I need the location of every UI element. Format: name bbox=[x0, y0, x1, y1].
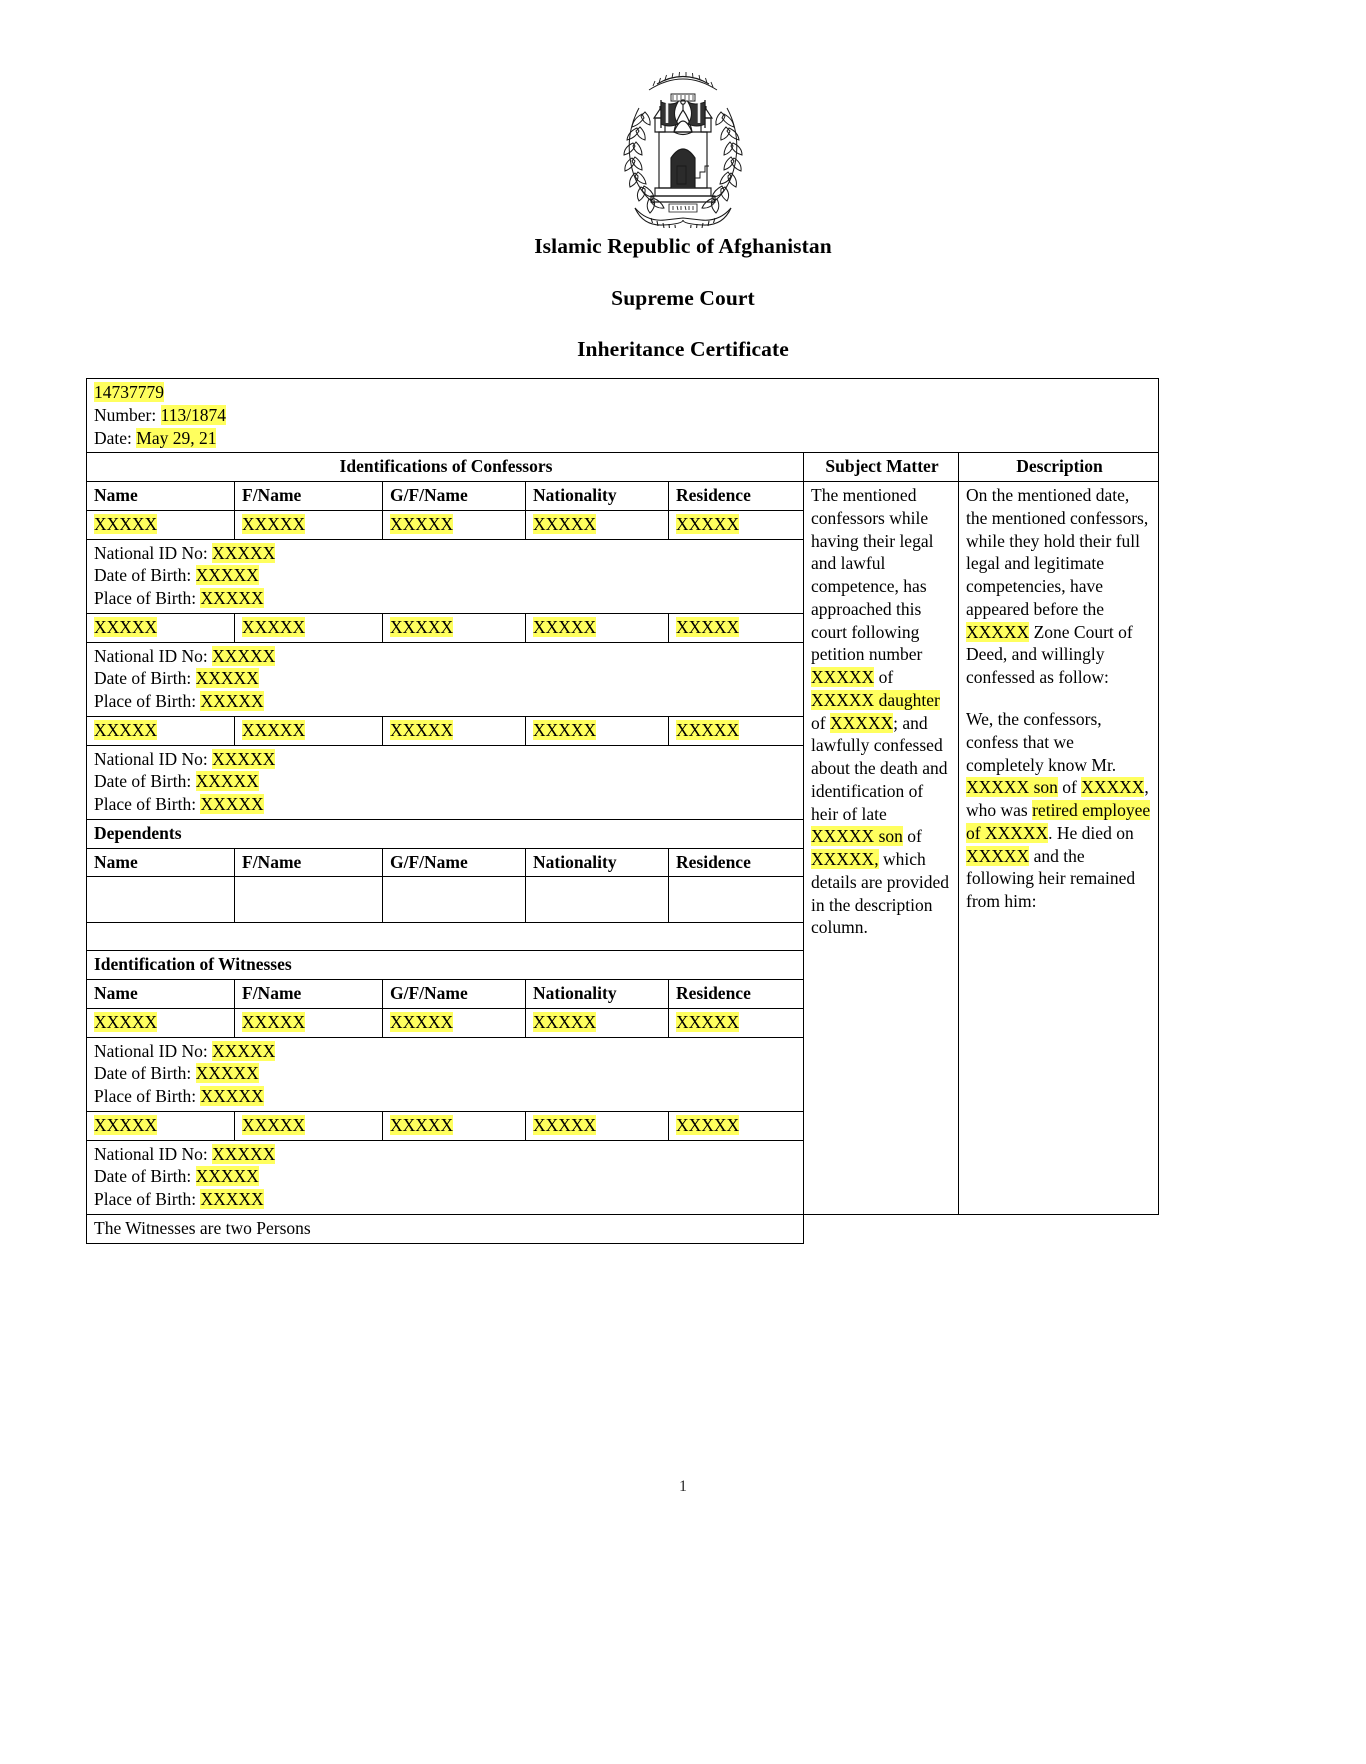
dob-line bbox=[94, 770, 798, 793]
witness-residence bbox=[669, 1111, 804, 1140]
national-id-value: XXXXX bbox=[212, 645, 276, 666]
confessor-name bbox=[87, 510, 235, 539]
value-text: XXXXX bbox=[242, 616, 306, 637]
pob-label: Place of Birth: bbox=[94, 794, 197, 814]
confessor-nationality bbox=[526, 716, 669, 745]
pob-label: Place of Birth: bbox=[94, 1086, 197, 1106]
confessor-residence bbox=[669, 510, 804, 539]
page-footer bbox=[8, 1478, 1358, 1496]
national-id-label: National ID No: bbox=[94, 542, 208, 563]
col-f-name: F/Name bbox=[235, 482, 383, 511]
witness-g-f-name bbox=[383, 1111, 526, 1140]
col-g-f-name: G/F/Name bbox=[383, 980, 526, 1009]
witness-f-name bbox=[235, 1008, 383, 1037]
witnesses-section-title: Identification of Witnesses bbox=[87, 951, 804, 980]
confessor-name bbox=[87, 613, 235, 642]
description-title: Description bbox=[959, 453, 1159, 482]
value-text: XXXXX bbox=[390, 1114, 454, 1135]
subject-matter-cell bbox=[804, 482, 959, 1215]
value-text: XXXXX bbox=[676, 616, 740, 637]
national-id-value: XXXXX bbox=[212, 748, 276, 769]
description-paragraph-1 bbox=[966, 484, 1153, 689]
value-text: XXXXX bbox=[533, 616, 597, 637]
subject-matter-redacted: XXXXX, bbox=[811, 849, 879, 869]
value-text: XXXXX bbox=[676, 1114, 740, 1135]
description-p2-text: of bbox=[1057, 777, 1082, 798]
number-line bbox=[94, 404, 1153, 427]
dependent-residence bbox=[669, 877, 804, 923]
pob-value: XXXXX bbox=[200, 588, 264, 608]
national-id-value: XXXXX bbox=[212, 542, 276, 563]
value-text: XXXXX bbox=[242, 1114, 306, 1135]
value-text: XXXXX bbox=[94, 1011, 158, 1032]
pob-line bbox=[94, 1085, 798, 1108]
description-p2-text: We, the confessors, confess that we completely know Mr. bbox=[966, 709, 1117, 775]
national-id-label: National ID No: bbox=[94, 1040, 208, 1061]
confessor-residence bbox=[669, 716, 804, 745]
value-text: XXXXX bbox=[242, 1011, 306, 1032]
witness-nationality bbox=[526, 1008, 669, 1037]
subject-matter-text: of bbox=[811, 712, 830, 733]
description-p2-text: , who was bbox=[966, 777, 1149, 820]
dob-value: XXXXX bbox=[195, 1166, 259, 1187]
col-f-name: F/Name bbox=[235, 980, 383, 1009]
value-text: XXXXX bbox=[390, 719, 454, 740]
meta-cell bbox=[87, 379, 1159, 453]
number-label: Number: bbox=[94, 404, 157, 425]
pob-line bbox=[94, 587, 798, 610]
value-text: XXXXX bbox=[94, 616, 158, 637]
confessors-column-header-row bbox=[87, 482, 1159, 511]
description-p1-text: Zone Court of Deed, and willingly confessed as follow: bbox=[966, 621, 1133, 687]
confessors-group-title: Identifications of Confessors bbox=[87, 453, 804, 482]
pob-label: Place of Birth: bbox=[94, 588, 197, 608]
date-line bbox=[94, 427, 1153, 450]
col-nationality: Nationality bbox=[526, 482, 669, 511]
dependent-f-name bbox=[235, 877, 383, 923]
col-f-name: F/Name bbox=[235, 848, 383, 877]
col-name: Name bbox=[87, 980, 235, 1009]
national-id-label: National ID No: bbox=[94, 1143, 208, 1164]
description-p2-redacted: XXXXX son bbox=[966, 777, 1058, 798]
date-value: May 29, 21 bbox=[136, 427, 217, 448]
number-value: 113/1874 bbox=[160, 404, 227, 425]
value-text: XXXXX bbox=[676, 1011, 740, 1032]
confessor-f-name bbox=[235, 613, 383, 642]
value-text: XXXXX bbox=[676, 719, 740, 740]
national-id-label: National ID No: bbox=[94, 748, 208, 769]
national-id-label: National ID No: bbox=[94, 645, 208, 666]
witness-name bbox=[87, 1008, 235, 1037]
description-p2-redacted: XXXXX bbox=[1081, 777, 1145, 798]
value-text: XXXXX bbox=[242, 513, 306, 534]
witness-name bbox=[87, 1111, 235, 1140]
dob-value: XXXXX bbox=[195, 668, 259, 689]
dob-line bbox=[94, 1062, 798, 1085]
confessor-id-block bbox=[87, 745, 804, 819]
national-id-line bbox=[94, 645, 798, 668]
confessor-f-name bbox=[235, 510, 383, 539]
col-nationality: Nationality bbox=[526, 848, 669, 877]
confessor-g-f-name bbox=[383, 510, 526, 539]
confessor-nationality bbox=[526, 510, 669, 539]
dob-value: XXXXX bbox=[195, 1063, 259, 1084]
national-id-line bbox=[94, 748, 798, 771]
national-id-value: XXXXX bbox=[212, 1143, 276, 1164]
confessor-residence bbox=[669, 613, 804, 642]
dob-line bbox=[94, 667, 798, 690]
value-text: XXXXX bbox=[390, 1011, 454, 1032]
dependent-g-f-name bbox=[383, 877, 526, 923]
confessor-nationality bbox=[526, 613, 669, 642]
serial-line bbox=[94, 381, 1153, 404]
col-residence: Residence bbox=[669, 482, 804, 511]
pob-label: Place of Birth: bbox=[94, 1189, 197, 1209]
witness-f-name bbox=[235, 1111, 383, 1140]
confessor-id-block bbox=[87, 642, 804, 716]
emblem-container bbox=[8, 56, 1358, 228]
national-id-line bbox=[94, 542, 798, 565]
national-id-line bbox=[94, 1143, 798, 1166]
dependent-nationality bbox=[526, 877, 669, 923]
description-p2-text: . He died on bbox=[1048, 822, 1134, 843]
col-name: Name bbox=[87, 482, 235, 511]
col-g-f-name: G/F/Name bbox=[383, 848, 526, 877]
confessor-id-block bbox=[87, 539, 804, 613]
confessor-name bbox=[87, 716, 235, 745]
pob-label: Place of Birth: bbox=[94, 691, 197, 711]
dob-line bbox=[94, 1165, 798, 1188]
value-text: XXXXX bbox=[533, 1011, 597, 1032]
col-residence: Residence bbox=[669, 848, 804, 877]
national-id-value: XXXXX bbox=[212, 1040, 276, 1061]
subtitle-supreme-court: Supreme Court bbox=[611, 285, 755, 310]
page-title: Islamic Republic of Afghanistan bbox=[534, 234, 832, 258]
subject-matter-text: which details are provided in the description column. bbox=[811, 849, 950, 938]
dob-value: XXXXX bbox=[195, 565, 259, 586]
subject-matter-redacted: XXXXX bbox=[829, 712, 894, 733]
paper-surface bbox=[8, 8, 1358, 1756]
value-text: XXXXX bbox=[533, 719, 597, 740]
value-text: XXXXX bbox=[242, 719, 306, 740]
description-p2-redacted: XXXXX bbox=[966, 845, 1030, 866]
dob-label: Date of Birth: bbox=[94, 1063, 192, 1084]
subtitle-certificate-type: Inheritance Certificate bbox=[577, 337, 789, 361]
description-p1-text: On the mentioned date, the mentioned confessors, while they hold their full legal and legitimate competencies, have appeared before the bbox=[966, 485, 1149, 619]
description-paragraph-2 bbox=[966, 708, 1153, 913]
subject-matter-title: Subject Matter bbox=[804, 453, 959, 482]
col-name: Name bbox=[87, 848, 235, 877]
pob-value: XXXXX bbox=[200, 1189, 264, 1209]
subject-matter-redacted: XXXXX daughter bbox=[811, 689, 940, 710]
dob-label: Date of Birth: bbox=[94, 1166, 192, 1187]
pob-value: XXXXX bbox=[200, 691, 264, 711]
pob-line bbox=[94, 1188, 798, 1211]
serial-value: 14737779 bbox=[94, 382, 164, 402]
col-g-f-name: G/F/Name bbox=[383, 482, 526, 511]
description-p2-text: and the following heir remained from him: bbox=[966, 845, 1136, 911]
page-number: 1 bbox=[679, 1478, 687, 1495]
dependents-section-title: Dependents bbox=[87, 819, 804, 848]
value-text: XXXXX bbox=[533, 513, 597, 534]
col-residence: Residence bbox=[669, 980, 804, 1009]
value-text: XXXXX bbox=[533, 1114, 597, 1135]
witness-id-block bbox=[87, 1037, 804, 1111]
subject-matter-text: of bbox=[874, 667, 894, 687]
dob-line bbox=[94, 564, 798, 587]
witnesses-note: The Witnesses are two Persons bbox=[87, 1214, 804, 1243]
dob-label: Date of Birth: bbox=[94, 668, 192, 689]
national-id-line bbox=[94, 1040, 798, 1063]
value-text: XXXXX bbox=[94, 1114, 158, 1135]
value-text: XXXXX bbox=[390, 513, 454, 534]
pob-line bbox=[94, 793, 798, 816]
dob-value: XXXXX bbox=[195, 771, 259, 792]
pob-line bbox=[94, 690, 798, 713]
description-p2-redacted: retired employee of XXXXX bbox=[966, 800, 1151, 843]
certificate-table-container bbox=[86, 378, 1158, 1244]
value-text: XXXXX bbox=[94, 513, 158, 534]
confessor-f-name bbox=[235, 716, 383, 745]
certificate-table bbox=[86, 378, 1159, 1244]
description-cell bbox=[959, 482, 1159, 1215]
national-emblem-icon bbox=[599, 56, 767, 228]
pob-value: XXXXX bbox=[200, 794, 264, 814]
confessor-g-f-name bbox=[383, 613, 526, 642]
witness-g-f-name bbox=[383, 1008, 526, 1037]
witness-id-block bbox=[87, 1140, 804, 1214]
pob-value: XXXXX bbox=[200, 1086, 264, 1106]
value-text: XXXXX bbox=[94, 719, 158, 740]
spacer-cell bbox=[87, 923, 804, 951]
subject-matter-text: of bbox=[902, 826, 922, 847]
group-header-row bbox=[87, 453, 1159, 482]
subject-matter-redacted: XXXXX son bbox=[811, 826, 903, 847]
value-text: XXXXX bbox=[676, 513, 740, 534]
date-label: Date: bbox=[94, 427, 132, 448]
witness-nationality bbox=[526, 1111, 669, 1140]
witnesses-note-row bbox=[87, 1214, 1159, 1243]
col-nationality: Nationality bbox=[526, 980, 669, 1009]
value-text: XXXXX bbox=[390, 616, 454, 637]
dob-label: Date of Birth: bbox=[94, 565, 192, 586]
subject-matter-text bbox=[811, 485, 949, 937]
description-p1-redacted: XXXXX bbox=[966, 621, 1030, 642]
dependent-name bbox=[87, 877, 235, 923]
subject-matter-text: The mentioned confessors while having their legal and lawful competence, has approached this court following petition number bbox=[811, 485, 934, 665]
witness-residence bbox=[669, 1008, 804, 1037]
dob-label: Date of Birth: bbox=[94, 771, 192, 792]
subject-matter-redacted: XXXXX bbox=[811, 667, 875, 687]
meta-row bbox=[87, 379, 1159, 453]
confessor-g-f-name bbox=[383, 716, 526, 745]
document-headings bbox=[8, 236, 1358, 361]
subject-matter-text: ; and lawfully confessed about the death and identification of heir of late bbox=[811, 712, 948, 824]
